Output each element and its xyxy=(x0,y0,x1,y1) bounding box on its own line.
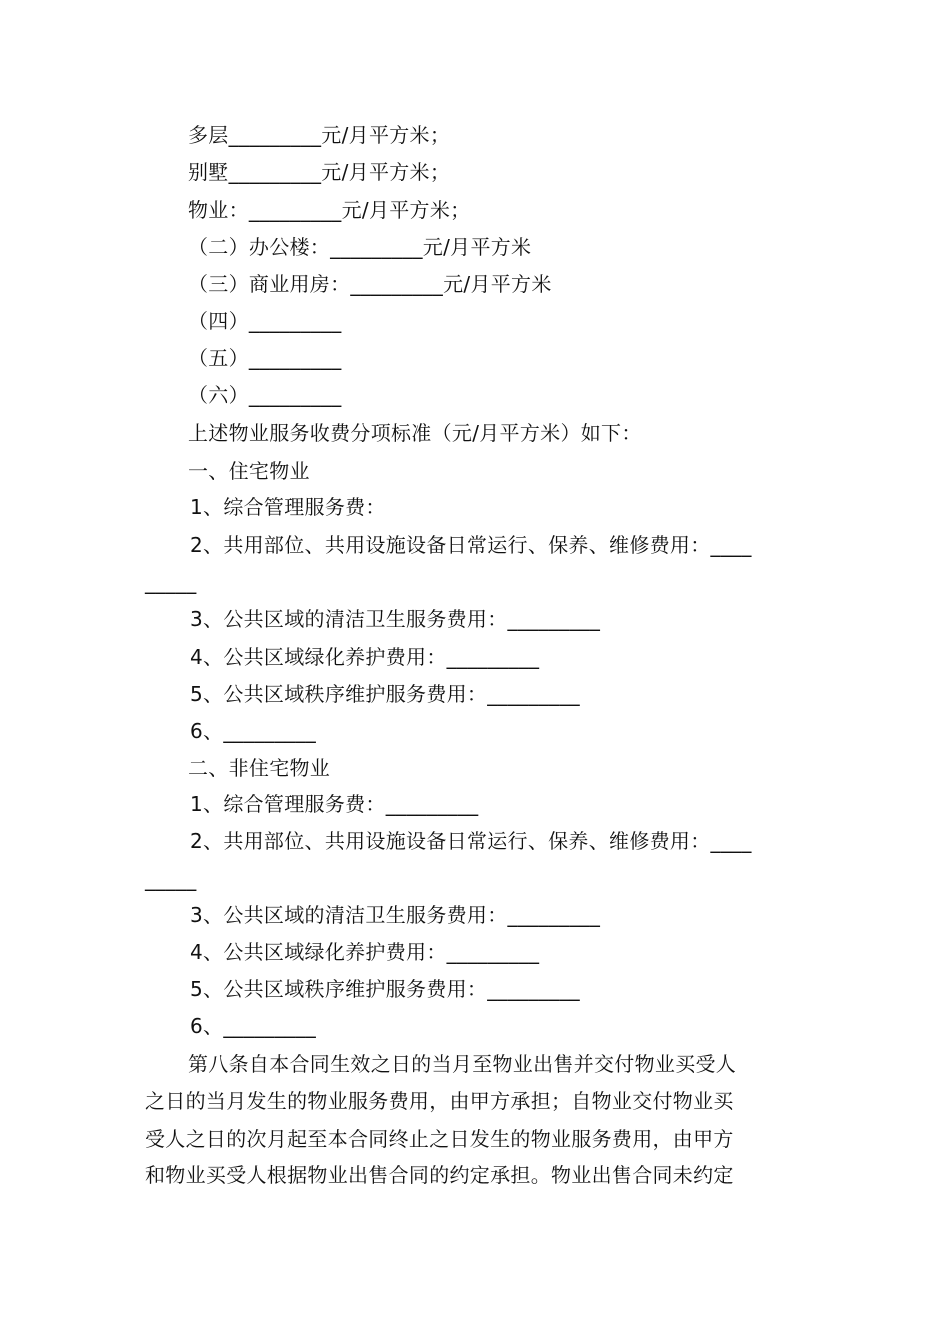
text-line: （三）商业用房：_________元/月平方米 xyxy=(188,272,552,296)
text-line: （六）_________ xyxy=(188,383,342,407)
text-line: 2、共用部位、共用设施设备日常运行、保养、维修费用：____ xyxy=(190,533,752,557)
text-line: 4、公共区域绿化养护费用：_________ xyxy=(190,645,540,669)
text-line: 别墅_________元/月平方米； xyxy=(188,160,451,184)
paragraph-line: 和物业买受人根据物业出售合同的约定承担。物业出售合同未约定 xyxy=(145,1163,734,1187)
text-line: 6、_________ xyxy=(190,1014,317,1038)
text-line: _____ xyxy=(145,570,197,594)
text-line: 1、综合管理服务费：_________ xyxy=(190,792,479,816)
paragraph-line: 第八条自本合同生效之日的当月至物业出售并交付物业买受人 xyxy=(188,1052,737,1076)
text-line: （五）_________ xyxy=(188,346,342,370)
text-line: （四）_________ xyxy=(188,309,342,333)
text-line: 1、综合管理服务费： xyxy=(190,495,386,519)
text-line: 3、公共区域的清洁卫生服务费用：_________ xyxy=(190,607,601,631)
text-line: 5、公共区域秩序维护服务费用：_________ xyxy=(190,977,580,1001)
paragraph-line: 受人之日的次月起至本合同终止之日发生的物业服务费用，由甲方 xyxy=(145,1127,734,1151)
text-line: （二）办公楼：_________元/月平方米 xyxy=(188,235,532,259)
text-line: 5、公共区域秩序维护服务费用：_________ xyxy=(190,682,580,706)
text-line: _____ xyxy=(145,867,197,891)
text-line: 上述物业服务收费分项标准（元/月平方米）如下： xyxy=(188,421,642,445)
text-line: 多层_________元/月平方米； xyxy=(188,123,451,147)
text-line: 2、共用部位、共用设施设备日常运行、保养、维修费用：____ xyxy=(190,829,752,853)
text-line: 6、_________ xyxy=(190,719,317,743)
section-heading: 二、非住宅物业 xyxy=(188,756,331,780)
section-heading: 一、住宅物业 xyxy=(188,459,310,483)
text-line: 3、公共区域的清洁卫生服务费用：_________ xyxy=(190,903,601,927)
text-line: 4、公共区域绿化养护费用：_________ xyxy=(190,940,540,964)
text-line: 物业：_________元/月平方米； xyxy=(188,198,471,222)
paragraph-line: 之日的当月发生的物业服务费用，由甲方承担；自物业交付物业买 xyxy=(145,1089,734,1113)
